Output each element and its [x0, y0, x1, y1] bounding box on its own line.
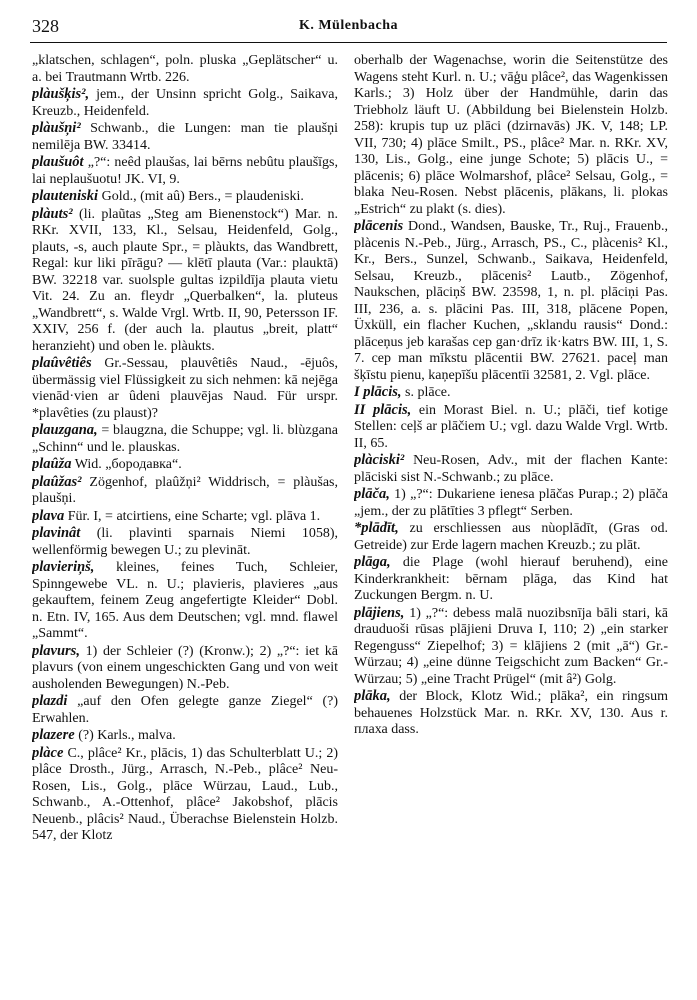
- right-column: [354, 52, 668, 997]
- entry-text: s. plāce.: [405, 385, 451, 400]
- entry-headword: plava: [32, 507, 65, 524]
- entry-text: „klatschen, schlagen“, poln. pluska „Geplätscher“ u. a. bei Trautmann Wrtb. 226.: [32, 53, 338, 85]
- entry-headword: *plādīt,: [354, 520, 399, 536]
- entry-text: (li. plaũtas „Steg am Bienenstock“) Mar. n. RKr. XVII, 133, Kl., Selsau, Heidenfeld, Golg., plauts, -s, auch plaute Spr., = plàukts, das Wandbrett, Regal: kur liki pīrāgu? — klētī plauta (Var.: plauktā) BW. 32218 var. suolsple gultas izpildīja plauta vietu Vit. 24. Zu an. fleydr „Querbalken“, la. pluteus „Wandbrett“, s. Walde Vrgl. Wrtb. II, 90, Petersson IF. XXIV, 256 f. (der auch la. plautus „breit, platt“ heranzieht) und oben le. plàukts.: [32, 206, 338, 354]
- entry-headword: I plācis,: [354, 384, 402, 400]
- entry-text: Gr.-Sessau, plauvêtiês Naud., -ējuôs, übermässig viel Flüssigkeit zu sich nehmen: kā nejēga vienād·vien ar ûdeni plauvējas Naud. Für urspr. *plavêties (zu plaust)?: [32, 356, 338, 421]
- entry-headword: plājiens,: [354, 604, 405, 621]
- entry-headword: plavinât: [32, 525, 81, 541]
- dictionary-entry: [32, 86, 338, 120]
- entry-headword: plauteniski: [32, 188, 99, 204]
- dictionary-entry: [32, 355, 338, 422]
- page-number: 328: [32, 16, 59, 36]
- dictionary-entry: [32, 52, 338, 86]
- dictionary-entry: [32, 559, 338, 643]
- entry-text: 1) „?“: Dukariene ienesa plāčas Purap.; 2) plāča „jem., der zu plātīties 3 pflegt“ Serben.: [354, 487, 668, 519]
- dictionary-entry: [32, 154, 338, 188]
- dictionary-entry: [32, 508, 338, 526]
- dictionary-entry: [354, 452, 668, 486]
- entry-headword: plaûža: [32, 456, 72, 472]
- dictionary-entry: [354, 402, 668, 453]
- header-rule: [30, 42, 667, 43]
- entry-text: „?“: neêd plaušas, lai bērns nebûtu plaušīgs, lai neplaušuotu! JK. VI, 9.: [32, 155, 338, 187]
- dictionary-entry: [354, 384, 668, 402]
- entry-text: Dond., Wandsen, Bauske, Tr., Ruj., Frauenb., plàcenis N.-Peb., Jürg., Arrasch, PS., C., plàcenis² Kl., Kr., Bers., Sunzel, Schwanb., Saikava, Heidenfeld, Selsau, Kreuzb., plācenis² Lautb., Zögenhof, Naukschen, plāciņš BW. 23598, 1, n. pl. plāciņi Pas. III, 236, a. s. plācini Pas. III, 318, plācene Popen, Üxküll, ein flacher Kuchen, „sklandu rausis“ Dond.: plāceņus jeb karašas cep gan·drīz ik·katrs BW. III, 1, S. 7. cep man mīkstu plācentii BW. 27621. paceļ man šķīstu pienu, kaņepīšu plācentīi 32581, 2. Vgl. plāce.: [354, 219, 668, 383]
- entry-headword: plaušuôt: [32, 154, 84, 170]
- dictionary-entry: [32, 727, 338, 745]
- dictionary-entry: [32, 474, 338, 508]
- entry-text: 1) „?“: debess malā nuozibsnīja bāli stari, kā drauduoši rūsas plājieni Druva I, 110; 2) „ein starker Regenguss“ Ziepelhof; 3) = klājiens 2 (mit „ā“) Gr.-Würzau; 4) „eine dünne Teigschicht zum Backen“ Gr.-Würzau; 5) „eine Tracht Prügel“ (mit â²) Golg.: [354, 605, 668, 687]
- entry-text: Für. I, = atcirtiens, eine Scharte; vgl. plāva 1.: [67, 508, 321, 524]
- dictionary-entry: [354, 605, 668, 689]
- entry-headword: plàušķis²,: [32, 86, 90, 102]
- entry-headword: plaûžas²: [32, 473, 82, 490]
- entry-text: Neu-Rosen, Adv., mit der flachen Kante: plāciski sist N.-Schwanb.; zu plāce.: [354, 453, 668, 485]
- entry-text: Zögenhof, plaûžņi² Widdrisch, = plàušas, plaušņi.: [32, 474, 338, 506]
- entry-headword: plavieriņš,: [32, 559, 95, 575]
- entry-headword: II plācis,: [354, 401, 412, 418]
- entry-headword: plāka,: [354, 688, 391, 704]
- dictionary-entry: [32, 456, 338, 474]
- entry-headword: plaûvêtiês: [32, 355, 92, 371]
- entry-headword: plàušņi²: [32, 120, 81, 136]
- entry-headword: plàce: [32, 744, 64, 761]
- dictionary-entry: [354, 554, 668, 605]
- entry-headword: plàuts²: [32, 205, 73, 222]
- entry-headword: plazdi: [32, 693, 68, 709]
- entry-text: der Block, Klotz Wid.; plāka², ein ringsum behauenes Holzstück Mar. n. RKr. XV, 130. Aus r. плаха dass.: [354, 689, 668, 737]
- entry-text: „auf den Ofen gelegte ganze Ziegel“ (?) Erwahlen.: [32, 694, 338, 726]
- dictionary-entry: [32, 693, 338, 727]
- running-title: K. Mülenbacha: [298, 18, 399, 33]
- page-header: [0, 0, 697, 46]
- left-column: [32, 52, 338, 997]
- entry-headword: plàciski²: [354, 452, 405, 468]
- dictionary-entry: [32, 422, 338, 456]
- dictionary-entry: [32, 188, 338, 206]
- entry-text: 1) der Schleier (?) (Kronw.); 2) „?“: iet kā plavurs (von einem ungeschickten Gang und von weit ausholenden Bewegungen) N.-Peb.: [32, 643, 338, 692]
- dictionary-entry: [354, 218, 668, 384]
- dictionary-entry: [354, 486, 668, 520]
- entry-text: Wid. „бородавка“.: [74, 457, 182, 472]
- entry-text: ein Morast Biel. n. U.; plāči, tief kotige Stellen: ceļš ar plāčiem U.; vgl. dazu Walde Vrgl. Wrtb. II, 65.: [354, 402, 668, 451]
- dictionary-entry: [32, 120, 338, 154]
- dictionary-entry: [32, 745, 338, 845]
- entry-headword: plāga,: [354, 554, 391, 570]
- entry-headword: plavurs,: [32, 642, 80, 659]
- dictionary-entry: [32, 643, 338, 694]
- dictionary-entry: [354, 520, 668, 554]
- entry-headword: plācenis: [354, 218, 404, 234]
- entry-text: zu erschliessen aus nùoplādīt, (Gras od. Getreide) zur Erde lagern machen Kreuzb.; zu plāt.: [354, 521, 668, 553]
- entry-text: = blaugzna, die Schuppe; vgl. li. blùzgana „Schinn“ und le. plauskas.: [32, 423, 338, 455]
- dictionary-entry: [32, 525, 338, 559]
- entry-text: (li. plavinti sparnais Niemi 1058), wellenförmig bewegen U.; zu plevināt.: [32, 526, 338, 558]
- entry-headword: plāča,: [354, 486, 390, 502]
- entry-text: C., plâce² Kr., plācis, 1) das Schulterblatt U.; 2) plâce Drosth., Jürg., Arrasch, N.-Peb., plâce² Neu-Rosen, Lis., Golg., plāce Würzau, Laud., Lub., Schwanb., A.-Ottenhof, plâce² Jakobshof, plācis Neuenb., plâcis² Naud., Überachse Bielenstein Holzb. 547, der Klotz: [32, 745, 338, 843]
- entry-text: (?) Karls., malva.: [78, 728, 176, 743]
- dictionary-entry: [354, 688, 668, 739]
- entry-text: die Plage (wohl hierauf beruhend), eine Kinderkrankheit: bērnam plāga, das Kind hat Zuckungen Bergm. n. U.: [354, 555, 668, 603]
- entry-headword: plauzgana,: [32, 422, 98, 438]
- dictionary-entry: [32, 206, 338, 356]
- entry-text: Schwanb., die Lungen: man tie plaušņi nemilēja BW. 33414.: [32, 121, 338, 153]
- entry-text: oberhalb der Wagenachse, worin die Seitenstütze des Wagens steht Kurl. n. U.; vāģu plâce², das Wagenkissen Karls.; 3) Holz über der Handmühle, darin das Triebholz läuft U. (Abbildung bei Bielenstein Holzb. 258): krupis tup uz plāci (dzirnavās) JK. V, 148; LP. VII, 730; 4) plāce Smilt., PS., plâce² Mar. n. RKr. XV, 130, Lis., Golg., eine junge Schote; 5) plācis U., = plācenis; 6) plāce Wolmarshof, plâce² Selsau, Golg., = blaka Neu-Rosen. Nebst plācenis, plākans, li. plokas „Estrich“ zu plakt (s. dies).: [354, 53, 668, 217]
- entry-text: Gold., (mit aû) Bers., = plaudeniski.: [101, 189, 304, 204]
- entry-text: kleines, feines Tuch, Schleier, Spinngewebe VL. n. U.; plavieris, plavieres „aus gekauftem, feinem Zeug angefertigte Kleider“ Dobl. n. Etn. IV, 165. Aus dem Deutschen; vgl. mnd. flawel „Sammt“.: [32, 560, 338, 641]
- entry-text: jem., der Unsinn spricht Golg., Saikava, Kreuzb., Heidenfeld.: [32, 87, 338, 119]
- dictionary-entry: [354, 52, 668, 218]
- entry-headword: plazere: [32, 727, 75, 743]
